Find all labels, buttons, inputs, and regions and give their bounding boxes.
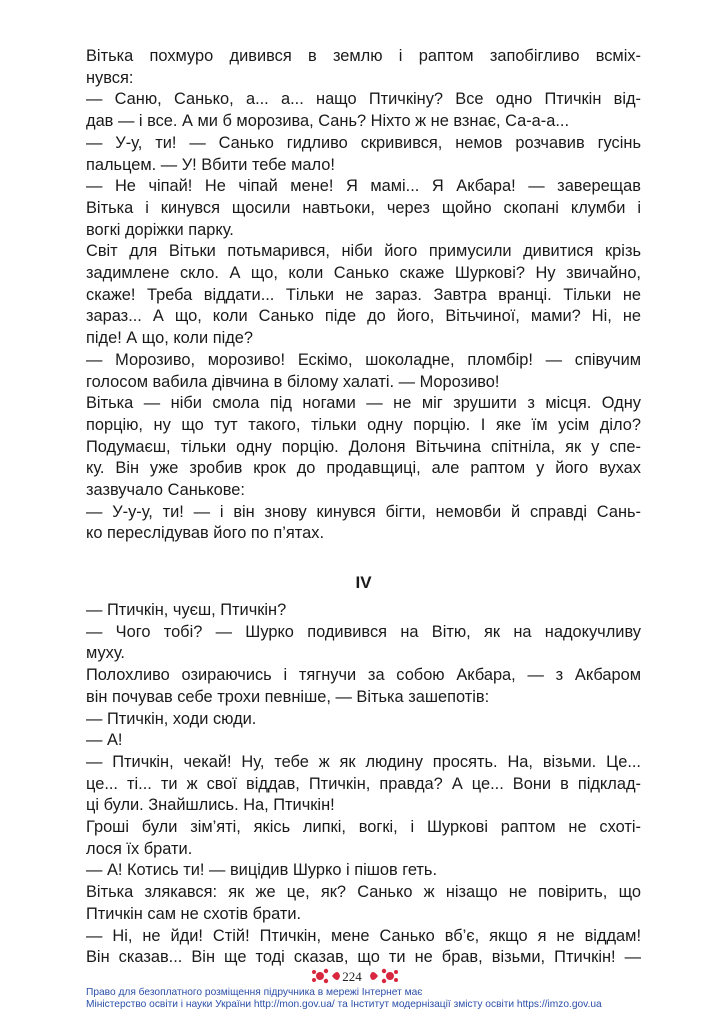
text-line: — Птичкін, ходи сюди.: [86, 709, 257, 728]
text-line: — У-у-у, ти! — і він знову кинувся бігти, немовби й справді Сань-: [86, 502, 641, 521]
text-line: ко переслідував його по п’ятах.: [86, 524, 324, 543]
text-line: лося їх брати.: [86, 839, 193, 858]
text-line: — А!: [86, 731, 123, 750]
text-line: ку. Він уже зробив крок до продавщиці, але раптом у його вухах: [86, 459, 641, 478]
chapter-heading: IV: [355, 573, 372, 592]
text-line: зараз... А що, коли Санько піде до його, Вітьчиної, мами? Ні, не: [86, 307, 641, 326]
text-line: пальцем. — У! Вбити тебе мало!: [86, 155, 335, 174]
text-line: — Не чіпай! Не чіпай мене! Я мамі... Я Акбара! — заверещав: [86, 177, 641, 196]
text-line: задимлене скло. А що, коли Санько скаже Шуркові? Ну звичайно,: [86, 264, 641, 283]
text-line: дав — і все. А ми б морозива, Сань? Ніхто ж не взнає, Са-а-а...: [86, 112, 570, 131]
text-line: зазвучало Санькове:: [86, 481, 245, 500]
text-line: нувся:: [86, 68, 134, 87]
text-line: він почував себе трохи певніше, — Вітька зашепотів:: [86, 687, 490, 706]
text-block-1: [86, 46, 641, 545]
text-block-2: [86, 600, 641, 969]
text-line: Він сказав... Він ще тоді сказав, що ти не брав, візьми, Птичкін! —: [86, 948, 641, 967]
text-line: вогкі доріжки парку.: [86, 220, 234, 239]
text-line: — Морозиво, морозиво! Ескімо, шоколадне, пломбір! — співучим: [86, 350, 641, 369]
text-line: порцію, ну що тут такого, тільки одну порцію. І яке їм усім діло?: [86, 415, 641, 434]
text-line: Вітька злякався: як же це, як? Санько ж нізащо не повірить, що: [86, 883, 641, 902]
footer-ministry-line: Міністерство освіти і науки України http://mon.gov.ua/ та Інститут модернізації змісту освіти https://imzo.gov.ua: [86, 999, 602, 1010]
text-line: Птичкін сам не схотів брати.: [86, 904, 302, 923]
text-line: — Ні, не йди! Стій! Птичкін, мене Санько вб’є, якщо я не віддам!: [86, 926, 641, 945]
text-line: — А! Котись ти! — вицідив Шурко і пішов геть.: [86, 861, 438, 880]
footer-rights-line: Право для безоплатного розміщення підручника в мережі Інтернет має: [86, 987, 423, 998]
text-line: це... ті... ти ж свої віддав, Птичкін, правда? А це... Вони в підклад-: [86, 774, 641, 793]
text-line: — Птичкін, чуєш, Птичкін?: [86, 601, 287, 619]
text-line: — У-у, ти! — Санько гидливо скривився, немов розчавив гусінь: [86, 133, 641, 152]
text-line: — Чого тобі? — Шурко подивився на Вітю, як на надокучливу: [86, 622, 641, 641]
text-line: — Птичкін, чекай! Ну, тебе ж як людину просять. На, візьми. Це...: [86, 752, 641, 771]
text-line: Подумаєш, тільки одну порцію. Долоня Вітьчина спітніла, як у спе-: [86, 437, 641, 456]
text-line: Вітька і кинувся щосили навтьоки, через щойно скопані клумби і: [86, 198, 641, 217]
text-line: Полохливо озираючись і тягнучи за собою Акбара, — з Акбаром: [86, 666, 641, 685]
text-line: піде! А що, коли піде?: [86, 329, 254, 348]
text-line: Вітька похмуро дивився в землю і раптом запобігливо всміх-: [86, 47, 641, 65]
text-line: ці були. Знайшлись. На, Птичкін!: [86, 796, 335, 815]
page-number: 224: [342, 969, 362, 984]
text-line: скаже! Треба віддати... Тільки не зараз. Завтра вранці. Тільки не: [86, 285, 641, 304]
text-line: Гроші були зім’яті, якісь липкі, вогкі, і Шуркові раптом не схоті-: [86, 818, 641, 837]
text-line: голосом вабила дівчина в білому халаті. — Морозиво!: [86, 372, 500, 391]
text-line: муху.: [86, 644, 125, 663]
text-line: Світ для Вітьки потьмарився, ніби його примусили дивитися крізь: [86, 242, 641, 261]
text-line: Вітька — ніби смола під ногами — не міг зрушити з місця. Одну: [86, 394, 641, 413]
text-line: — Саню, Санько, а... а... нащо Птичкіну? Все одно Птичкін від-: [86, 90, 641, 109]
